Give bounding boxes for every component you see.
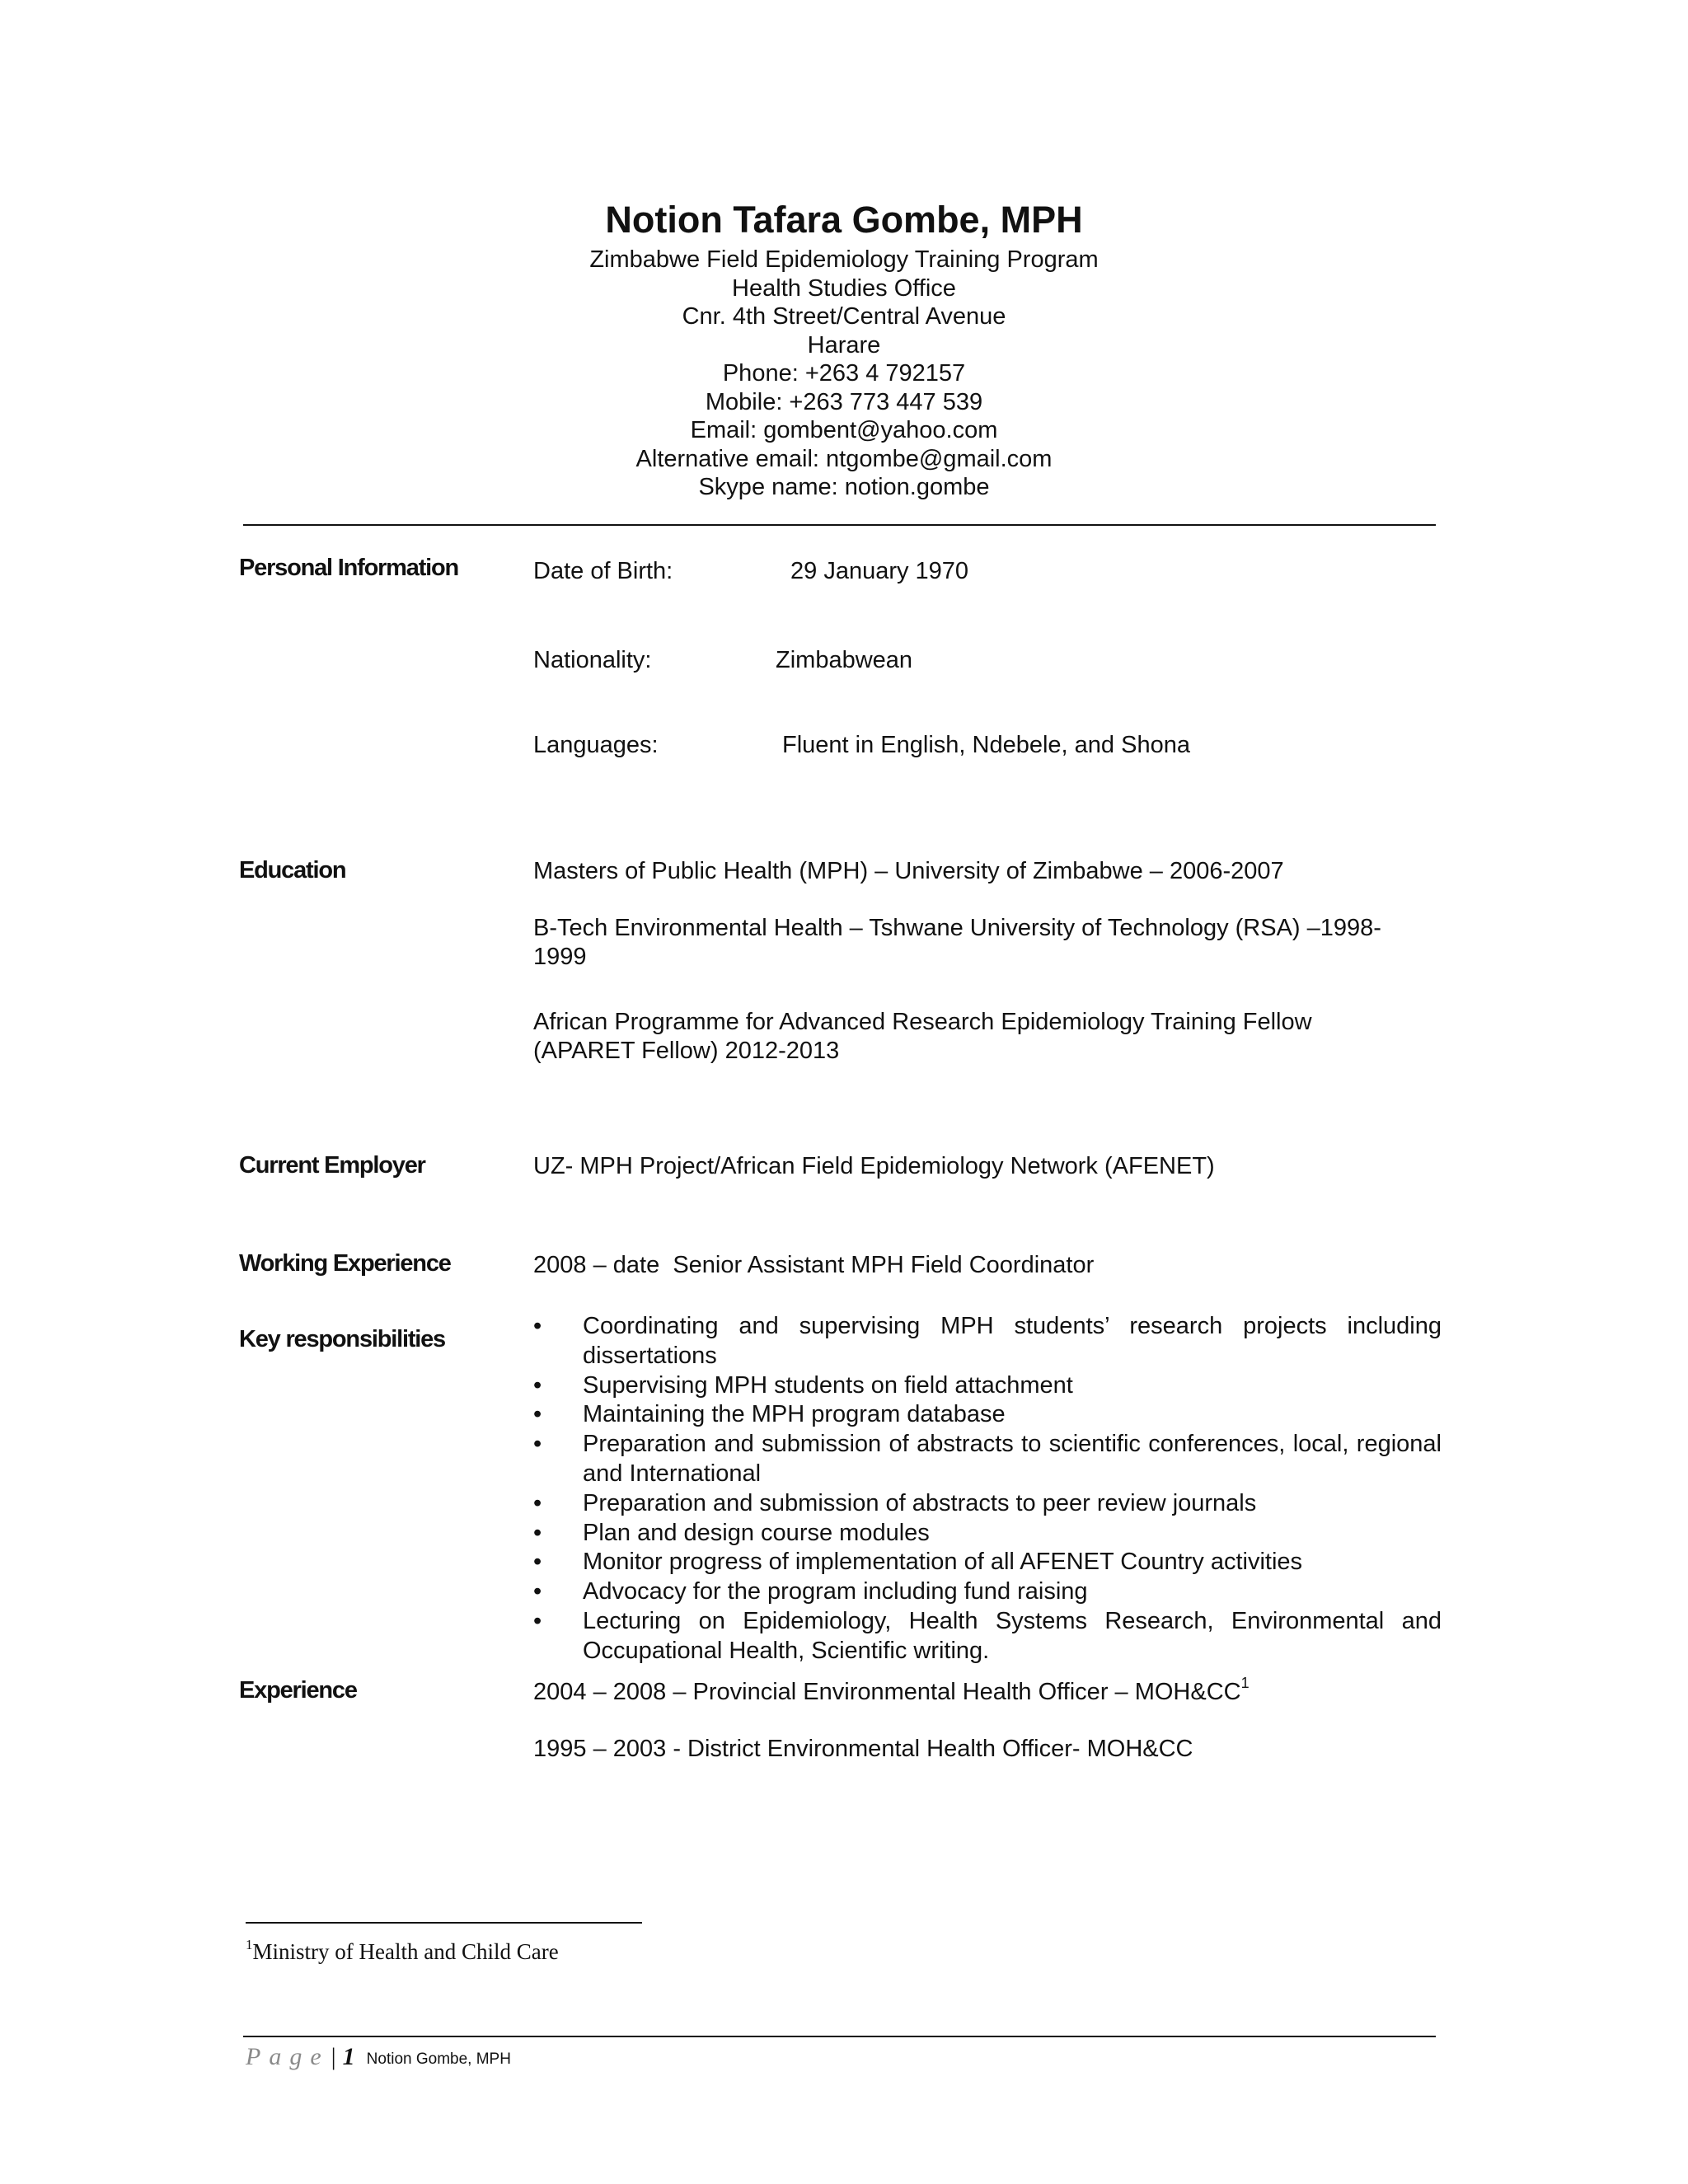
bullet-icon: • bbox=[533, 1371, 542, 1399]
mobile-line: Mobile: +263 773 447 539 bbox=[705, 388, 983, 415]
page-footer bbox=[246, 2041, 511, 2074]
bullet-icon: • bbox=[533, 1401, 542, 1428]
experience-item-text: 2004 – 2008 – Provincial Environmental Health Officer – MOH&CC bbox=[533, 1679, 1241, 1705]
list-item-text: Preparation and submission of abstracts to scientific conferences, local, regional and International bbox=[583, 1431, 1442, 1487]
footer-author: Notion Gombe, MPH bbox=[366, 2050, 511, 2068]
alt-email-line: Alternative email: ntgombe@gmail.com bbox=[635, 445, 1053, 472]
footnote-divider bbox=[246, 1922, 642, 1924]
list-item-text: Coordinating and supervising MPH students’ research projects including dissertations bbox=[583, 1313, 1442, 1369]
list-item-text: Lecturing on Epidemiology, Health Systems Research, Environmental and Occupational Health, Scientific writing. bbox=[583, 1607, 1442, 1664]
list-item bbox=[533, 1400, 1442, 1430]
nationality-label: Nationality: bbox=[533, 647, 652, 673]
dob-value: 29 January 1970 bbox=[790, 558, 969, 584]
list-item-text: Monitor progress of implementation of all AFENET Country activities bbox=[583, 1549, 1303, 1576]
list-item bbox=[533, 1371, 1442, 1401]
page-separator: | bbox=[331, 2043, 336, 2070]
education-item: Masters of Public Health (MPH) – University of Zimbabwe – 2006-2007 bbox=[533, 858, 1284, 884]
languages-value: Fluent in English, Ndebele, and Shona bbox=[782, 732, 1190, 758]
bullet-icon: • bbox=[533, 1431, 542, 1458]
bullet-icon: • bbox=[533, 1549, 542, 1576]
list-item bbox=[533, 1548, 1442, 1577]
section-label-working-experience: Working Experience bbox=[239, 1250, 451, 1277]
footnote bbox=[246, 1938, 559, 1965]
footnote-number: 1 bbox=[246, 1937, 253, 1952]
cv-header bbox=[0, 196, 1688, 502]
experience-item bbox=[533, 1675, 1448, 1707]
list-item bbox=[533, 1519, 1442, 1549]
street-line: Cnr. 4th Street/Central Avenue bbox=[682, 303, 1006, 330]
list-item-text: Maintaining the MPH program database bbox=[583, 1401, 1006, 1428]
page-word: Page bbox=[246, 2043, 330, 2070]
list-item bbox=[533, 1577, 1442, 1607]
phone-line: Phone: +263 4 792157 bbox=[722, 360, 966, 387]
page-number: 1 bbox=[342, 2043, 355, 2070]
footnote-text: Ministry of Health and Child Care bbox=[252, 1939, 559, 1964]
nationality-value: Zimbabwean bbox=[776, 647, 913, 673]
dob-label: Date of Birth: bbox=[533, 558, 673, 584]
bullet-icon: • bbox=[533, 1607, 542, 1634]
footer-divider bbox=[243, 2036, 1436, 2037]
list-item bbox=[533, 1312, 1442, 1371]
responsibilities-list bbox=[533, 1312, 1442, 1666]
section-label-experience: Experience bbox=[239, 1677, 357, 1704]
education-item: B-Tech Environmental Health – Tshwane University of Technology (RSA) –1998-1999 bbox=[533, 915, 1381, 970]
list-item bbox=[533, 1607, 1442, 1666]
skype-line: Skype name: notion.gombe bbox=[698, 474, 990, 500]
list-item-text: Supervising MPH students on field attachment bbox=[583, 1371, 1073, 1399]
section-label-personal-information: Personal Information bbox=[239, 555, 459, 581]
section-label-education: Education bbox=[239, 857, 346, 883]
organization-line: Zimbabwe Field Epidemiology Training Program bbox=[589, 246, 1099, 273]
header-divider bbox=[243, 524, 1436, 526]
footnote-reference: 1 bbox=[1240, 1675, 1250, 1691]
city-line: Harare bbox=[807, 331, 881, 359]
experience-item: 1995 – 2003 - District Environmental Health Officer- MOH&CC bbox=[533, 1736, 1193, 1762]
languages-label: Languages: bbox=[533, 732, 659, 758]
list-item-text: Preparation and submission of abstracts to peer review journals bbox=[583, 1489, 1257, 1516]
candidate-name: Notion Tafara Gombe, MPH bbox=[605, 199, 1083, 241]
education-item: African Programme for Advanced Research Epidemiology Training Fellow (APARET Fellow) 2012-2013 bbox=[533, 1009, 1312, 1064]
bullet-icon: • bbox=[533, 1313, 542, 1339]
list-item-text: Advocacy for the program including fund raising bbox=[583, 1578, 1088, 1605]
list-item bbox=[533, 1430, 1442, 1489]
office-line: Health Studies Office bbox=[732, 274, 956, 302]
bullet-icon: • bbox=[533, 1578, 542, 1605]
bullet-icon: • bbox=[533, 1519, 542, 1546]
bullet-icon: • bbox=[533, 1489, 542, 1516]
email-line: Email: gombent@yahoo.com bbox=[690, 417, 998, 443]
working-experience-value: 2008 – date Senior Assistant MPH Field Coordinator bbox=[533, 1252, 1095, 1278]
section-label-key-responsibilities: Key responsibilities bbox=[239, 1326, 445, 1352]
section-label-current-employer: Current Employer bbox=[239, 1152, 425, 1179]
list-item-text: Plan and design course modules bbox=[583, 1519, 930, 1546]
list-item bbox=[533, 1489, 1442, 1519]
current-employer-value: UZ- MPH Project/African Field Epidemiology Network (AFENET) bbox=[533, 1153, 1215, 1179]
